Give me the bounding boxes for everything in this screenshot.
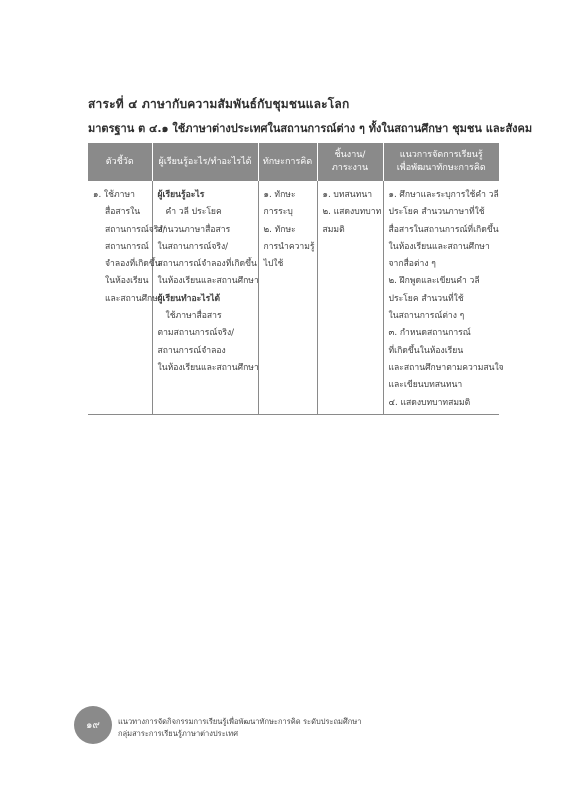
cell-line: ใช้ภาษาสื่อสาร: [165, 311, 222, 322]
cell-learner: [152, 181, 258, 414]
table-row: [88, 181, 499, 414]
cell-line: ๔. แสดงบทบาทสมมติ: [388, 397, 471, 408]
cell-line: ในห้องเรียนและสถานศึกษา: [157, 362, 259, 373]
standard-title: มาตรฐาน ต ๔.๑ ใช้ภาษาต่างประเทศในสถานการณ์ต่าง ๆ ทั้งในสถานศึกษา ชุมชน และสังคม: [88, 122, 533, 135]
cell-line: สำนวนภาษาสื่อสาร: [157, 224, 231, 235]
cell-line: จำลองที่เกิดขึ้น: [105, 259, 161, 270]
header-approach: [383, 143, 499, 181]
cell-line: ที่เกิดขึ้นในห้องเรียน: [388, 345, 464, 356]
cell-line: การนำความรู้: [263, 241, 315, 252]
cell-line: เพื่อพัฒนาทักษะการคิด: [396, 163, 486, 173]
section-heading: สาระที่ ๔ ภาษากับความสัมพันธ์กับชุมชนและโลก: [88, 97, 350, 111]
footer-line-1: แนวทางการจัดกิจกรรมการเรียนรู้เพื่อพัฒนาทักษะการคิด ระดับประถมศึกษา: [118, 717, 362, 726]
cell-indicator: [88, 181, 166, 414]
cell-line: ในห้องเรียนและสถานศึกษา: [157, 276, 259, 287]
cell-line: ตามสถานการณ์จริง/: [157, 328, 235, 339]
cell-line: ผู้เรียนทำอะไรได้: [157, 293, 221, 304]
page-number-badge: ๑๙: [74, 706, 112, 744]
cell-line: ประโยค สำนวนที่ใช้: [388, 293, 464, 304]
cell-line: แนวการจัดการเรียนรู้: [399, 150, 483, 160]
cell-line: ไปใช้: [263, 259, 284, 270]
cell-line: ผู้เรียนรู้อะไร: [157, 190, 205, 200]
cell-line: สมมติ: [322, 224, 345, 235]
cell-line: ภาระงาน: [331, 163, 369, 173]
header-thinking: ทักษะการคิด: [258, 143, 317, 181]
cell-line: ๒. แสดงบทบาท: [322, 207, 382, 218]
curriculum-table: [88, 143, 504, 415]
cell-line: ประโยค สำนวนภาษาที่ใช้: [388, 207, 485, 218]
cell-line: และสถานศึกษาตามความสนใจ: [388, 362, 504, 373]
cell-line: ผู้เรียนรู้อะไร/ทำอะไรได้: [158, 156, 252, 167]
cell-line: ๓. กำหนดสถานการณ์: [388, 328, 471, 339]
cell-thinking: [258, 181, 317, 414]
footer-line-2: กลุ่มสาระการเรียนรู้ภาษาต่างประเทศ: [118, 729, 238, 738]
header-learner: [152, 143, 258, 181]
cell-line: สถานการณ์: [105, 241, 149, 252]
header-indicator: ตัวชี้วัด: [88, 143, 152, 181]
cell-line: และเขียนบทสนทนา: [388, 380, 463, 391]
cell-line: จากสื่อต่าง ๆ: [388, 259, 436, 270]
cell-line: ๒. ฝึกพูดและเขียนคำ วลี: [388, 276, 480, 287]
cell-line: ในสถานการณ์ต่าง ๆ: [388, 311, 465, 322]
cell-work: [317, 181, 383, 414]
cell-line: สถานการณ์จริง/: [105, 224, 166, 235]
cell-approach: [383, 181, 504, 414]
cell-line: สื่อสารในสถานการณ์ที่เกิดขึ้น: [388, 224, 499, 235]
cell-line: สถานการณ์จำลองที่เกิดขึ้น: [157, 259, 257, 270]
cell-line: และสถานศึกษา: [105, 293, 163, 304]
cell-line: ๑. บทสนทนา: [322, 190, 373, 200]
cell-line: ๑. ทักษะ: [263, 190, 296, 200]
cell-line: ชิ้นงาน/: [334, 150, 366, 160]
cell-line: ในห้องเรียน: [105, 276, 149, 287]
cell-line: สื่อสารใน: [105, 207, 141, 218]
cell-line: ในสถานการณ์จริง/: [157, 241, 229, 252]
cell-line: สถานการณ์จำลอง: [157, 345, 226, 356]
cell-line: ๑. ใช้ภาษา: [93, 190, 135, 200]
cell-line: การระบุ: [263, 207, 293, 218]
cell-line: คำ วลี ประโยค: [165, 207, 222, 218]
table-header-row: [88, 143, 499, 181]
cell-line: ในห้องเรียนและสถานศึกษา: [388, 241, 490, 252]
footer-text: [118, 716, 361, 740]
cell-line: ๒. ทักษะ: [263, 224, 296, 235]
header-work: [317, 143, 383, 181]
cell-line: ๑. ศึกษาและระบุการใช้คำ วลี: [388, 190, 499, 200]
